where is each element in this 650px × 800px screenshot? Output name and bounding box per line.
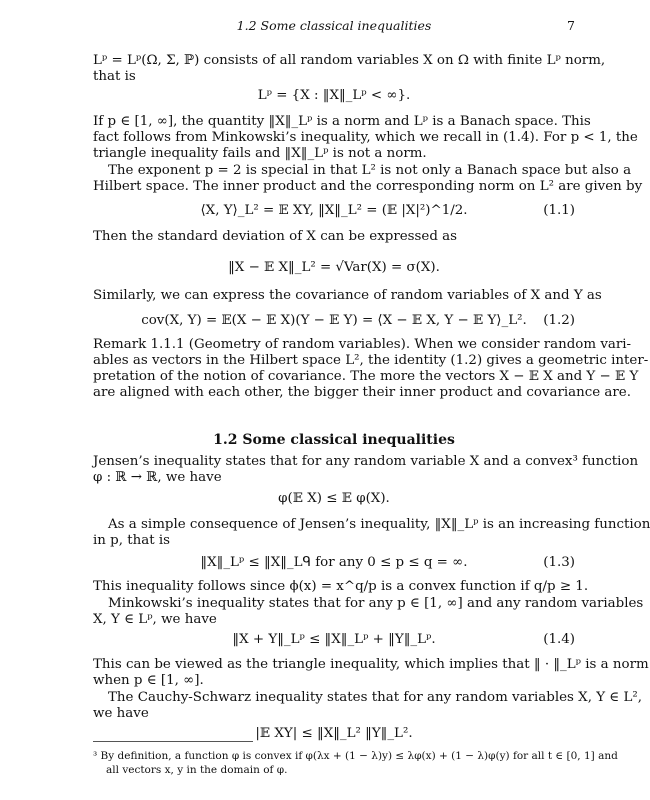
text-line: φ : ℝ → ℝ, we have bbox=[93, 470, 222, 485]
display-equation: cov(X, Y) = 𝔼(X − 𝔼 X)(Y − 𝔼 Y) = ⟨X − 𝔼 X, Y − 𝔼 Y⟩_L². bbox=[141, 313, 527, 328]
display-equation: ‖X‖_Lᵖ ≤ ‖X‖_Lᑫ for any 0 ≤ p ≤ q = ∞. bbox=[200, 555, 468, 570]
display-equation: Lᵖ = {X : ‖X‖_Lᵖ < ∞}. bbox=[257, 88, 411, 103]
section-heading: 1.2 Some classical inequalities bbox=[213, 432, 455, 448]
footnote-line: ³ By definition, a function φ is convex if φ(λx + (1 − λ)y) ≤ λφ(x) + (1 − λ)φ(y) for all t ∈ [0, 1] and bbox=[93, 750, 618, 762]
text-line: As a simple consequence of Jensen’s inequality, ‖X‖_Lᵖ is an increasing function bbox=[108, 517, 650, 532]
text-line: Jensen’s inequality states that for any random variable X and a convex³ function bbox=[93, 454, 639, 469]
text-line: Similarly, we can express the covariance of random variables of X and Y as bbox=[93, 288, 602, 303]
text-line: The exponent p = 2 is special in that L² is not only a Banach space but also a bbox=[108, 163, 632, 178]
text-line: Hilbert space. The inner product and the corresponding norm on L² are given by bbox=[93, 179, 643, 194]
footnote-rule bbox=[93, 741, 253, 742]
display-equation: ‖X − 𝔼 X‖_L² = √Var(X) = σ(X). bbox=[228, 260, 440, 275]
remark-line: are aligned with each other, the bigger their inner product and covariance are. bbox=[93, 385, 631, 400]
footnote-line: all vectors x, y in the domain of φ. bbox=[106, 764, 288, 776]
display-equation: |𝔼 XY| ≤ ‖X‖_L² ‖Y‖_L². bbox=[255, 726, 413, 741]
equation-number: (1.4) bbox=[543, 632, 575, 647]
running-title: 1.2 Some classical inequalities bbox=[236, 18, 432, 33]
text-line: triangle inequality fails and ‖X‖_Lᵖ is not a norm. bbox=[93, 146, 427, 161]
text-line: The Cauchy-Schwarz inequality states that for any random variables X, Y ∈ L², bbox=[108, 690, 642, 705]
text-line: we have bbox=[93, 706, 149, 721]
text-line: Minkowski’s inequality states that for any p ∈ [1, ∞] and any random variables bbox=[108, 596, 644, 611]
text-line: when p ∈ [1, ∞]. bbox=[93, 673, 204, 688]
text-line: This inequality follows since ϕ(x) = x^q/p is a convex function if q/p ≥ 1. bbox=[93, 579, 589, 594]
text-line: Lᵖ = Lᵖ(Ω, Σ, ℙ) consists of all random variables X on Ω with finite Lᵖ norm, bbox=[93, 53, 606, 68]
equation-number: (1.3) bbox=[543, 555, 575, 570]
display-equation: ⟨X, Y⟩_L² = 𝔼 XY, ‖X‖_L² = (𝔼 |X|²)^1/2. bbox=[200, 203, 468, 218]
equation-number: (1.1) bbox=[543, 203, 575, 218]
text-line: Then the standard deviation of X can be expressed as bbox=[93, 229, 458, 244]
text-line: fact follows from Minkowski’s inequality, which we recall in (1.4). For p < 1, the bbox=[93, 130, 638, 145]
remark-line: Remark 1.1.1 (Geometry of random variables). When we consider random vari- bbox=[93, 337, 632, 352]
display-equation: ‖X + Y‖_Lᵖ ≤ ‖X‖_Lᵖ + ‖Y‖_Lᵖ. bbox=[232, 632, 436, 647]
text-line: X, Y ∈ Lᵖ, we have bbox=[93, 612, 217, 627]
text-line: If p ∈ [1, ∞], the quantity ‖X‖_Lᵖ is a norm and Lᵖ is a Banach space. This bbox=[93, 114, 591, 129]
remark-line: pretation of the notion of covariance. The more the vectors X − 𝔼 X and Y − 𝔼 Y bbox=[93, 369, 639, 384]
remark-line: ables as vectors in the Hilbert space L², the identity (1.2) gives a geometric inter- bbox=[93, 353, 649, 368]
text-line: This can be viewed as the triangle inequality, which implies that ‖ · ‖_Lᵖ is a norm bbox=[93, 657, 649, 672]
page-number: 7 bbox=[567, 18, 575, 33]
display-equation: φ(𝔼 X) ≤ 𝔼 φ(X). bbox=[278, 491, 390, 506]
equation-number: (1.2) bbox=[543, 313, 575, 328]
text-line: that is bbox=[93, 69, 136, 84]
text-line: in p, that is bbox=[93, 533, 171, 548]
